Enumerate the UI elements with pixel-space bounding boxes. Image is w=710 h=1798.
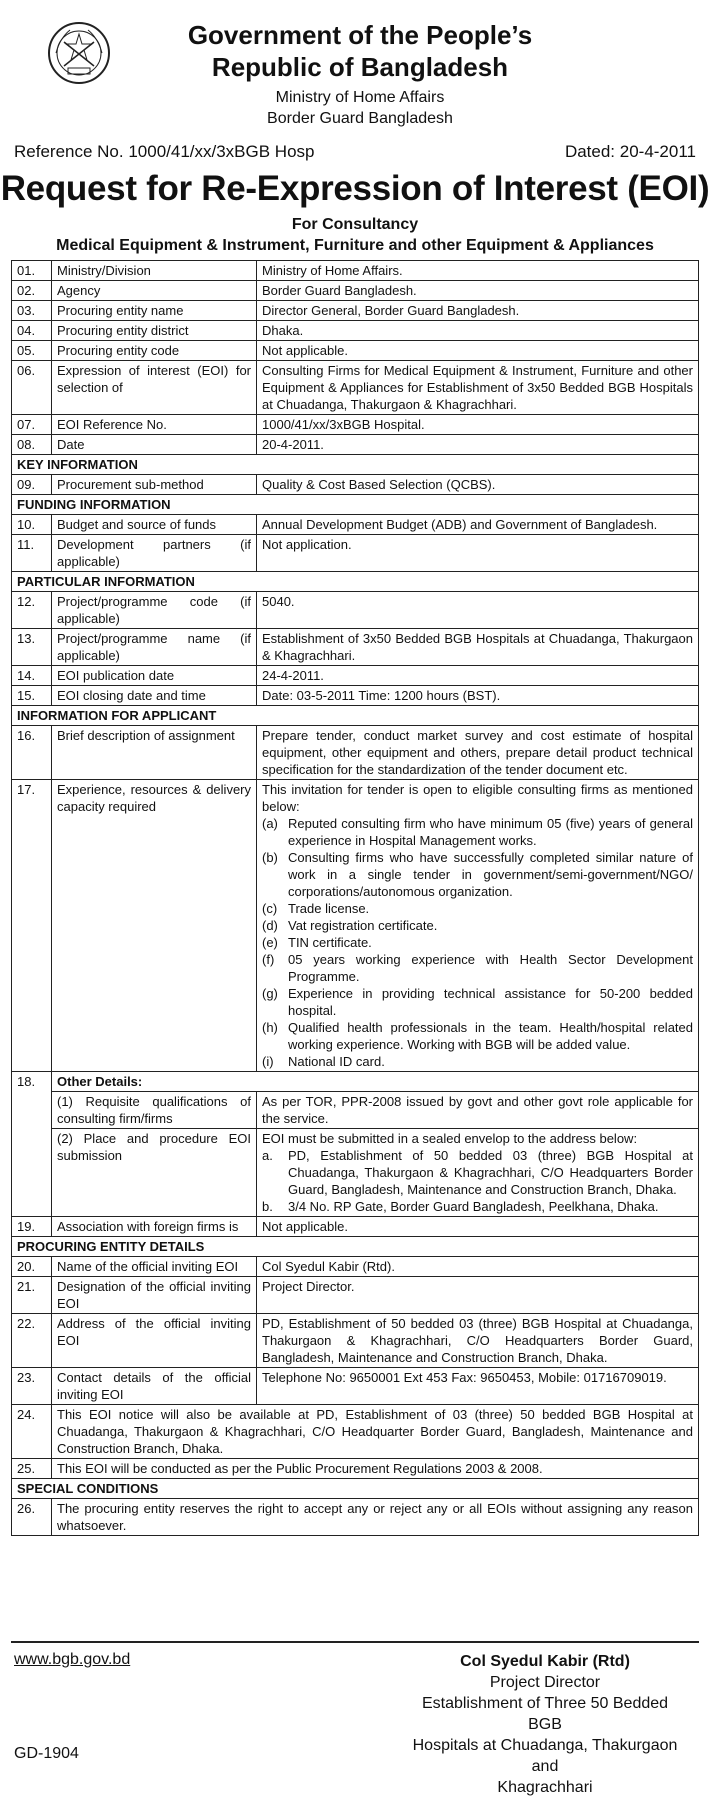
- notice-date: Dated: 20-4-2011: [564, 142, 696, 161]
- other-details-heading: Other Details:: [52, 1072, 699, 1092]
- table-row: 10. Budget and source of funds Annual Development Budget (ADB) and Government of Bangladesh.: [12, 515, 699, 535]
- reference-number: Reference No. 1000/41/xx/3xBGB Hosp: [14, 142, 315, 161]
- list-item: (b) Consulting firms who have successfully completed similar nature of work in a single tender in government/semi-government/NGO/ corporations/autonomous organization.: [262, 850, 693, 899]
- signatory-name: Col Syedul Kabir (Rtd): [460, 1653, 630, 1670]
- list-item: (e) TIN certificate.: [262, 935, 372, 950]
- signatory-title: Project Director: [489, 1674, 601, 1691]
- list-item: b. 3/4 No. RP Gate, Border Guard Bangladesh, Peelkhana, Dhaka.: [262, 1199, 659, 1214]
- website-link[interactable]: www.bgb.gov.bd: [14, 1651, 131, 1668]
- table-row: 04. Procuring entity district Dhaka.: [12, 321, 699, 341]
- table-row: 06. Expression of interest (EOI) for selection of Consulting Firms for Medical Equipment & Instrument, Furniture and other Equipment & Appliances for Establishment of 3x50 Bedded BGB Hospitals at Chuadanga, Thakurgaon & Khagrachhari.: [12, 361, 699, 415]
- list-item: (a) Reputed consulting firm who have minimum 05 (five) years of general experience in Hospital Management works.: [262, 816, 693, 848]
- section-heading-funding: FUNDING INFORMATION: [12, 495, 699, 515]
- table-row: 12. Project/programme code (if applicable) 5040.: [12, 592, 699, 629]
- table-row: 13. Project/programme name (if applicable) Establishment of 3x50 Bedded BGB Hospitals at Chuadanga, Thakurgaon & Khagrachhari.: [12, 629, 699, 666]
- table-row: 23. Contact details of the official inviting EOI Telephone No: 9650001 Ext 453 Fax: 9650453, Mobile: 01716709019.: [12, 1368, 699, 1405]
- bgb-emblem-icon: [46, 20, 112, 86]
- section-heading-special: SPECIAL CONDITIONS: [12, 1479, 699, 1499]
- table-row: 26. The procuring entity reserves the right to accept any or reject any or all EOIs without assigning any reason whatsoever.: [12, 1499, 699, 1536]
- table-row: 08. Date 20-4-2011.: [12, 435, 699, 455]
- ministry-name: Ministry of Home Affairs: [275, 89, 445, 106]
- table-row: 14. EOI publication date 24-4-2011.: [12, 666, 699, 686]
- gd-code: GD-1904: [14, 1745, 79, 1762]
- eoi-table: [11, 260, 699, 1536]
- table-row: 11. Development partners (if applicable) Not application.: [12, 535, 699, 572]
- section-heading-applicant: INFORMATION FOR APPLICANT: [12, 706, 699, 726]
- table-row: 01. Ministry/Division Ministry of Home Affairs.: [12, 261, 699, 281]
- table-row: 20. Name of the official inviting EOI Col Syedul Kabir (Rtd).: [12, 1257, 699, 1277]
- table-row: (1) Requisite qualifications of consulting firm/firms As per TOR, PPR-2008 issued by govt and other govt role applicable for the service.: [12, 1092, 699, 1129]
- section-heading-procuring: PROCURING ENTITY DETAILS: [12, 1237, 699, 1257]
- signatory-office-line3: Khagrachhari: [497, 1779, 593, 1796]
- agency-name: Border Guard Bangladesh: [267, 110, 453, 127]
- table-row: 03. Procuring entity name Director General, Border Guard Bangladesh.: [12, 301, 699, 321]
- table-row: 21. Designation of the official inviting EOI Project Director.: [12, 1277, 699, 1314]
- list-item: (h) Qualified health professionals in the team. Health/hospital related working experience. Working with BGB will be added value.: [262, 1020, 693, 1052]
- notice-subject: Medical Equipment & Instrument, Furniture and other Equipment & Appliances: [56, 237, 654, 254]
- table-row: 07. EOI Reference No. 1000/41/xx/3xBGB Hospital.: [12, 415, 699, 435]
- notice-header: [0, 0, 710, 150]
- table-row: 22. Address of the official inviting EOI PD, Establishment of 50 bedded 03 (three) BGB Hospital at Chuadanga, Thakurgaon & Khagrachhari, C/O Headquarters Border Guard, Bangladesh, Maintenance and Construction Branch, Dhaka.: [12, 1314, 699, 1368]
- table-row: 19. Association with foreign firms is Not applicable.: [12, 1217, 699, 1237]
- list-item: (c) Trade license.: [262, 901, 370, 916]
- section-heading-key: KEY INFORMATION: [12, 455, 699, 475]
- table-row: 02. Agency Border Guard Bangladesh.: [12, 281, 699, 301]
- table-row: 24. This EOI notice will also be available at PD, Establishment of 03 (three) 50 bedded BGB Hospital at Chuadanga, Thakurgaon & Khagrachhari, C/O Headquarter Border Guard, Bangladesh, Maintenance and Construction Branch, Dhaka.: [12, 1405, 699, 1459]
- table-row: 15. EOI closing date and time Date: 03-5-2011 Time: 1200 hours (BST).: [12, 686, 699, 706]
- list-item: (i) National ID card.: [262, 1054, 385, 1069]
- table-row: 09. Procurement sub-method Quality & Cost Based Selection (QCBS).: [12, 475, 699, 495]
- signature-block: [405, 1651, 685, 1798]
- reference-line: [14, 142, 696, 164]
- requirements-intro: This invitation for tender is open to eligible consulting firms as mentioned below:: [262, 782, 693, 814]
- signatory-office-line1: Establishment of Three 50 Bedded BGB: [421, 1695, 669, 1733]
- govt-title-line1: Government of the People’s: [187, 20, 533, 50]
- table-row: 16. Brief description of assignment Prepare tender, conduct market survey and cost estimate of hospital equipment, other equipment and others, prepare detail product technical specification for the standardization of the tender document etc.: [12, 726, 699, 780]
- table-row: 05. Procuring entity code Not applicable.: [12, 341, 699, 361]
- notice-subtitle: For Consultancy: [291, 216, 419, 233]
- table-row: 18. Other Details:: [12, 1072, 699, 1092]
- list-item: a. PD, Establishment of 50 bedded 03 (three) BGB Hospital at Chuadanga, Thakurgaon & Khagrachhari, C/O Headquarters Border Guard, Bangladesh, Maintenance and Construction Branch, Dhaka.: [262, 1148, 693, 1197]
- govt-title-line2: Republic of Bangladesh: [211, 52, 509, 82]
- section-heading-particular: PARTICULAR INFORMATION: [12, 572, 699, 592]
- table-row: 25. This EOI will be conducted as per the Public Procurement Regulations 2003 & 2008.: [12, 1459, 699, 1479]
- notice-footer: [11, 1641, 699, 1796]
- table-row: (2) Place and procedure EOI submission EOI must be submitted in a sealed envelop to the address below: a. PD, Establishment of 50 bedded 03 (three) BGB Hospital at Chuadanga, Thakurgaon & Khagrachhari, C/O Headquarters Border Guard, Bangladesh, Maintenance and Construction Branch, Dhaka. b. 3/4 No. RP Gate, Border Guard Bangladesh, Peelkhana, Dhaka.: [12, 1129, 699, 1217]
- signatory-office-line2: Hospitals at Chuadanga, Thakurgaon and: [412, 1737, 678, 1775]
- table-row: 17. Experience, resources & delivery capacity required This invitation for tender is open to eligible consulting firms as mentioned below: (a) Reputed consulting firm who have minimum 05 (five) years of general experience in Hospital Management works. (b) Consulting firms who have successfully completed similar nature of work in a single tender in government/semi-government/NGO/ corporations/autonomous organization. (c) Trade license. (d) Vat registration certificate. (e) TIN certificate. (f) 05 years working experience with Health Sector Development Programme. (g) Experience in providing technical assistance for 50-200 bedded hospital. (h) Qualified health professionals in the team. Health/hospital related working experience. Working with BGB will be added value. (i) National ID card.: [12, 780, 699, 1072]
- notice-title: Request for Re-Expression of Interest (EOI): [0, 169, 710, 208]
- list-item: (f) 05 years working experience with Health Sector Development Programme.: [262, 952, 693, 984]
- list-item: (g) Experience in providing technical assistance for 50-200 bedded hospital.: [262, 986, 693, 1018]
- list-item: (d) Vat registration certificate.: [262, 918, 438, 933]
